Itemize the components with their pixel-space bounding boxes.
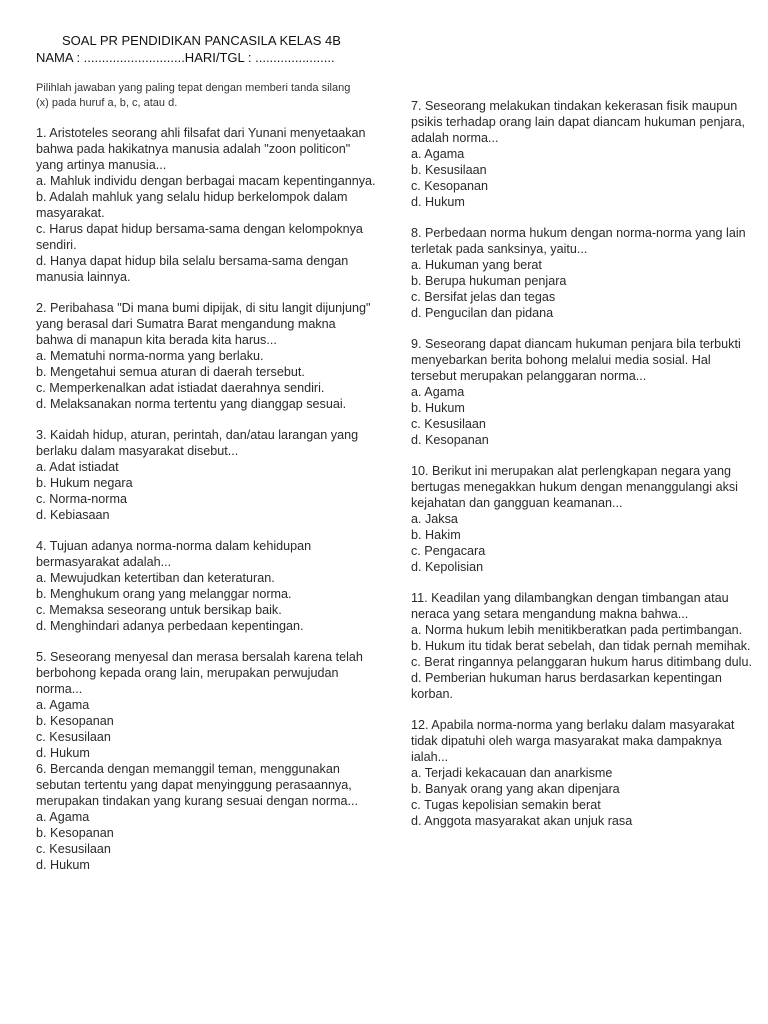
option-c: c. Berat ringannya pelanggaran hukum harus ditimbang dulu. — [411, 655, 752, 669]
question-column-right — [411, 98, 756, 829]
question-9 — [411, 336, 756, 448]
option-a: a. Terjadi kekacauan dan anarkisme — [411, 766, 613, 780]
question-1 — [36, 125, 376, 285]
option-d: d. Hanya dapat hidup bila selalu bersama-sama dengan manusia lainnya. — [36, 254, 349, 284]
option-c: c. Kesopanan — [411, 179, 489, 193]
question-text: 3. Kaidah hidup, aturan, perintah, dan/atau larangan yang berlaku dalam masyarakat disebut... — [36, 428, 359, 458]
option-d: d. Pemberian hukuman harus berdasarkan kepentingan korban. — [411, 671, 722, 701]
question-text: 7. Seseorang melakukan tindakan kekerasan fisik maupun psikis terhadap orang lain dapat diancam hukuman penjara, adalah norma... — [411, 99, 745, 145]
question-text: 10. Berikut ini merupakan alat perlengkapan negara yang bertugas menegakkan hukum dengan menanggulangi aksi kejahatan dan gangguan keamanan... — [411, 464, 738, 510]
question-text: 11. Keadilan yang dilambangkan dengan timbangan atau neraca yang setara mengandung makna bahwa... — [411, 591, 729, 621]
option-a: a. Hukuman yang berat — [411, 258, 542, 272]
option-c: c. Pengacara — [411, 544, 486, 558]
question-text: 5. Seseorang menyesal dan merasa bersalah karena telah berbohong kepada orang lain, merupakan perwujudan norma... — [36, 650, 363, 696]
question-column-left — [36, 125, 376, 873]
option-b: b. Adalah mahluk yang selalu hidup berkelompok dalam masyarakat. — [36, 190, 348, 220]
option-b: b. Hukum — [411, 401, 465, 415]
option-c: c. Kesusilaan — [36, 842, 111, 856]
question-text: 6. Bercanda dengan memanggil teman, menggunakan sebutan tertentu yang dapat menyinggung perasaannya, merupakan tindakan yang kurang sesuai dengan norma... — [36, 762, 359, 808]
option-b: b. Mengetahui semua aturan di daerah tersebut. — [36, 365, 305, 379]
question-text: 12. Apabila norma-norma yang berlaku dalam masyarakat tidak dipatuhi oleh warga masyarakat maka dampaknya ialah... — [411, 718, 735, 764]
option-a: a. Adat istiadat — [36, 460, 119, 474]
question-4 — [36, 538, 376, 634]
option-d: d. Kepolisian — [411, 560, 484, 574]
option-c: c. Kesusilaan — [411, 417, 486, 431]
option-d: d. Kesopanan — [411, 433, 489, 447]
option-a: a. Agama — [411, 385, 465, 399]
option-c: c. Harus dapat hidup bersama-sama dengan kelompoknya sendiri. — [36, 222, 363, 252]
option-b: b. Kesusilaan — [411, 163, 487, 177]
question-3 — [36, 427, 376, 523]
option-a: a. Norma hukum lebih menitikberatkan pada pertimbangan. — [411, 623, 743, 637]
option-d: d. Kebiasaan — [36, 508, 110, 522]
option-a: a. Mewujudkan ketertiban dan keteraturan. — [36, 571, 275, 585]
instructions: Pilihlah jawaban yang paling tepat dengan memberi tanda silang (x) pada huruf a, b, c, atau d. — [36, 82, 351, 109]
question-text: 1. Aristoteles seorang ahli filsafat dari Yunani menyetaakan bahwa pada hakikatnya manusia adalah "zoon politicon" yang artinya manusia... — [36, 126, 366, 172]
option-c: c. Norma-norma — [36, 492, 127, 506]
option-d: d. Hukum — [411, 195, 465, 209]
option-b: b. Menghukum orang yang melanggar norma. — [36, 587, 292, 601]
option-a: a. Agama — [36, 810, 90, 824]
option-d: d. Menghindari adanya perbedaan kepentingan. — [36, 619, 304, 633]
option-d: d. Melaksanakan norma tertentu yang dianggap sesuai. — [36, 397, 347, 411]
option-c: c. Kesusilaan — [36, 730, 111, 744]
question-6 — [36, 761, 376, 873]
option-a: a. Agama — [411, 147, 465, 161]
option-b: b. Hukum itu tidak berat sebelah, dan tidak pernah memihak. — [411, 639, 751, 653]
question-7 — [411, 98, 756, 210]
question-12 — [411, 717, 756, 829]
option-a: a. Mematuhi norma-norma yang berlaku. — [36, 349, 264, 363]
question-text: 9. Seseorang dapat diancam hukuman penjara bila terbukti menyebarkan berita bohong melalui media sosial. Hal tersebut merupakan pelanggaran norma... — [411, 337, 741, 383]
option-a: a. Agama — [36, 698, 90, 712]
question-8 — [411, 225, 756, 321]
option-b: b. Hakim — [411, 528, 461, 542]
option-d: d. Pengucilan dan pidana — [411, 306, 554, 320]
question-text: 2. Peribahasa "Di mana bumi dipijak, di situ langit dijunjung" yang berasal dari Sumatra Barat mengandung makna bahwa di manapun kita berada kita harus... — [36, 301, 371, 347]
question-text: 8. Perbedaan norma hukum dengan norma-norma yang lain terletak pada sanksinya, yaitu... — [411, 226, 746, 256]
worksheet-title: SOAL PR PENDIDIKAN PANCASILA KELAS 4B — [62, 33, 341, 48]
option-b: b. Hukum negara — [36, 476, 133, 490]
option-a: a. Jaksa — [411, 512, 458, 526]
option-c: c. Bersifat jelas dan tegas — [411, 290, 556, 304]
option-d: d. Anggota masyarakat akan unjuk rasa — [411, 814, 633, 828]
question-text: 4. Tujuan adanya norma-norma dalam kehidupan bermasyarakat adalah... — [36, 539, 312, 569]
option-b: b. Kesopanan — [36, 826, 114, 840]
question-2 — [36, 300, 376, 412]
option-d: d. Hukum — [36, 858, 90, 872]
option-a: a. Mahluk individu dengan berbagai macam kepentingannya. — [36, 174, 376, 188]
option-b: b. Berupa hukuman penjara — [411, 274, 567, 288]
question-5 — [36, 649, 376, 761]
name-date-line: NAMA : ............................HARI/TGL : ...................... — [36, 50, 335, 65]
option-d: d. Hukum — [36, 746, 90, 760]
question-10 — [411, 463, 756, 575]
option-c: c. Memperkenalkan adat istiadat daerahnya sendiri. — [36, 381, 325, 395]
option-b: b. Banyak orang yang akan dipenjara — [411, 782, 620, 796]
question-11 — [411, 590, 756, 702]
option-c: c. Tugas kepolisian semakin berat — [411, 798, 601, 812]
option-c: c. Memaksa seseorang untuk bersikap baik. — [36, 603, 282, 617]
option-b: b. Kesopanan — [36, 714, 114, 728]
